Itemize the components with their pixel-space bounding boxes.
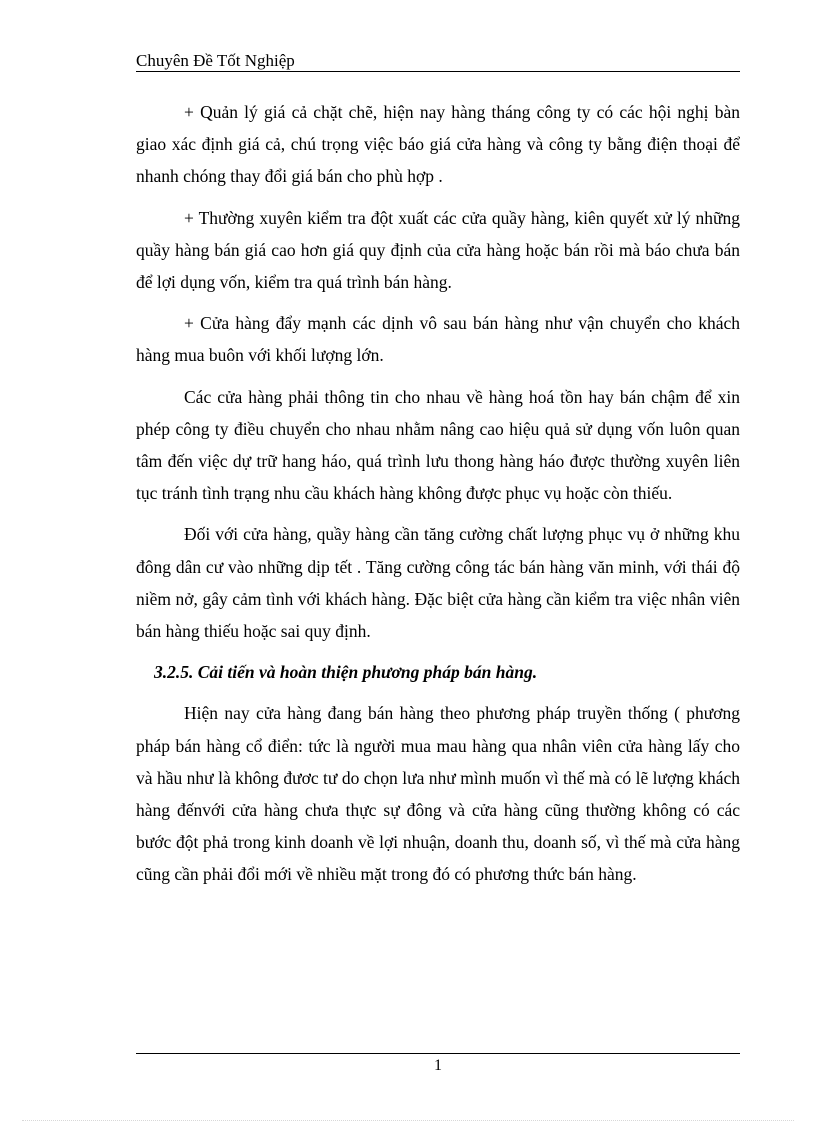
paragraph-inspection: + Thường xuyên kiểm tra đột xuất các cửa quầy hàng, kiên quyết xử lý những quầy hàng bán giá cao hơn giá quy định của cửa hàng hoặc bán rồi mà báo chưa bán để lợi dụng vốn, kiểm tra quá trình bán hàng. — [136, 207, 740, 293]
section-heading: 3.2.5. Cải tiến và hoàn thiện phương pháp bán hàng. — [154, 662, 538, 683]
page-bottom-border — [22, 1120, 794, 1121]
header-title: Chuyên Đề Tốt Nghiệp — [136, 51, 295, 70]
paragraph-sales-method: Hiện nay cửa hàng đang bán hàng theo phương pháp truyền thống ( phương pháp bán hàng cổ điển: tức là người mua mau hàng qua nhân viên cửa hàng lấy cho và hầu như là không đươc tư do chọn lưa như mình muốn vì thế mà có lẽ lượng khách hàng đếnvới cửa hàng chưa thực sự đông và cửa hàng cũng thường không có các bước đột phả trong kinh doanh về lợi nhuận, doanh thu, doanh số, vì thế mà cửa hàng cũng cần phải đổi mới về nhiều mặt trong đó có phương thức bán hàng. — [136, 703, 740, 885]
paragraph-information-sharing: Các cửa hàng phải thông tin cho nhau về hàng hoá tồn hay bán chậm để xin phép công ty điều chuyển cho nhau nhằm nâng cao hiệu quả sử dụng vốn luôn quan tâm đến việc dự trữ hang háo, quá trình lưu thong hàng háo được thường xuyên liên tục tránh tình trạng nhu cầu khách hàng không được phục vụ hoặc còn thiếu. — [136, 386, 740, 504]
footer-divider — [136, 1053, 740, 1054]
page-header — [136, 50, 740, 72]
paragraph-price-management: + Quản lý giá cả chặt chẽ, hiện nay hàng tháng công ty có các hội nghị bàn giao xác định giá cả, chú trọng việc báo giá cửa hàng và công ty bằng điện thoại để nhanh chóng thay đổi giá bán cho phù hợp . — [136, 102, 740, 187]
page-number: 1 — [434, 1057, 442, 1074]
paragraph-service-quality: Đối với cửa hàng, quầy hàng cần tăng cường chất lượng phục vụ ở những khu đông dân cư vào những dịp tết . Tăng cường công tác bán hàng văn minh, với thái độ niềm nở, gây cảm tình với khách hàng. Đặc biệt cửa hàng cần kiểm tra việc nhân viên bán hàng thiếu hoặc sai quy định. — [136, 524, 740, 642]
paragraph-after-sales: + Cửa hàng đẩy mạnh các dịnh vô sau bán hàng như vận chuyển cho khách hàng mua buôn với khối lượng lớn. — [136, 313, 740, 366]
document-body — [136, 96, 740, 900]
